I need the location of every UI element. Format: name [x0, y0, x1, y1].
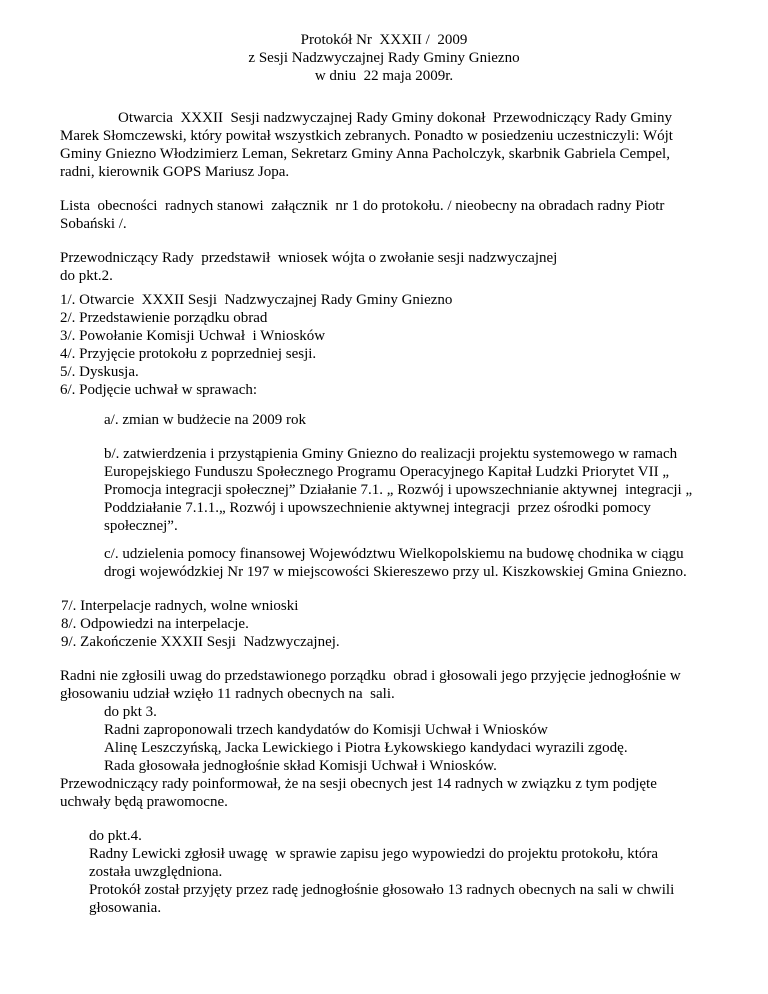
text-line: do pkt 3. [104, 704, 157, 720]
agenda-item: 4/. Przyjęcie protokołu z poprzedniej sesji. [60, 346, 317, 362]
agenda-item: 6/. Podjęcie uchwał w sprawach: [60, 382, 258, 398]
text-line: b/. zatwierdzenia i przystąpienia Gminy Gniezno do realizacji projektu systemowego w ramach [104, 446, 678, 462]
text-line: Radni nie zgłosili uwag do przedstawionego porządku obrad i głosowali jego przyjęcie jednogłośnie w [60, 668, 681, 684]
text-line: uchwały będą prawomocne. [60, 794, 228, 810]
text-line: Sobański /. [60, 216, 127, 232]
document-subtitle: z Sesji Nadzwyczajnej Rady Gminy Gniezno [248, 50, 520, 66]
text-line: Marek Słomczewski, który powitał wszystkich zebranych. Ponadto w posiedzeniu uczestniczyli: Wójt [60, 128, 673, 144]
text-line: Promocja integracji społecznej” Działanie 7.1. „ Rozwój i upowszechnianie aktywnej integracji „ [104, 482, 693, 498]
agenda-item: 8/. Odpowiedzi na interpelacje. [61, 616, 249, 632]
text-line: do pkt.2. [60, 268, 113, 284]
text-line: Alinę Leszczyńską, Jacka Lewickiego i Piotra Łykowskiego kandydaci wyrazili zgodę. [104, 740, 628, 756]
text-line: głosowaniu udział wzięło 11 radnych obecnych na sali. [60, 686, 395, 702]
text-line: Europejskiego Funduszu Społecznego Programu Operacyjnego Kapitał Ludzki Priorytet VII „ [104, 464, 669, 480]
agenda-item: 5/. Dyskusja. [60, 364, 139, 380]
text-line: do pkt.4. [89, 828, 142, 844]
agenda-item: 3/. Powołanie Komisji Uchwał i Wniosków [60, 328, 326, 344]
text-line: Lista obecności radnych stanowi załącznik nr 1 do protokołu. / nieobecny na obradach radny Piotr [60, 198, 665, 214]
text-line: Przewodniczący Rady przedstawił wniosek wójta o zwołanie sesji nadzwyczajnej [60, 250, 558, 266]
text-line: drogi wojewódzkiej Nr 197 w miejscowości Skiereszewo przy ul. Kiszkowskiej Gmina Gniezno. [104, 564, 687, 580]
agenda-item: 2/. Przedstawienie porządku obrad [60, 310, 268, 326]
text-line: społecznej”. [104, 518, 178, 534]
text-line: Otwarcia XXXII Sesji nadzwyczajnej Rady Gminy dokonał Przewodniczący Rady Gminy [118, 110, 673, 126]
agenda-item: 1/. Otwarcie XXXII Sesji Nadzwyczajnej Rady Gminy Gniezno [60, 292, 453, 308]
agenda-item: 7/. Interpelacje radnych, wolne wnioski [61, 598, 299, 614]
text-line: głosowania. [89, 900, 162, 916]
agenda-item: 9/. Zakończenie XXXII Sesji Nadzwyczajnej. [61, 634, 340, 650]
document-title: Protokół Nr XXXII / 2009 [300, 32, 468, 48]
text-line: Radni zaproponowali trzech kandydatów do Komisji Uchwał i Wniosków [104, 722, 548, 738]
text-line: Protokół został przyjęty przez radę jednogłośnie głosowało 13 radnych obecnych na sali w chwili [89, 882, 675, 898]
text-line: Radny Lewicki zgłosił uwagę w sprawie zapisu jego wypowiedzi do projektu protokołu, która [89, 846, 659, 862]
text-line: Rada głosowała jednogłośnie skład Komisji Uchwał i Wniosków. [104, 758, 497, 774]
text-line: c/. udzielenia pomocy finansowej Województwu Wielkopolskiemu na budowę chodnika w ciągu [104, 546, 684, 562]
text-line: a/. zmian w budżecie na 2009 rok [104, 412, 307, 428]
text-line: radni, kierownik GOPS Mariusz Jopa. [60, 164, 290, 180]
text-line: została uwzględniona. [89, 864, 223, 880]
document-date: w dniu 22 maja 2009r. [314, 68, 454, 84]
text-line: Gminy Gniezno Włodzimierz Leman, Sekretarz Gminy Anna Pacholczyk, skarbnik Gabriela Cempel, [60, 146, 670, 162]
text-line: Poddziałanie 7.1.1.„ Rozwój i upowszechnienie aktywnej integracji przez ośrodki pomocy [104, 500, 651, 516]
text-line: Przewodniczący rady poinformował, że na sesji obecnych jest 14 radnych w związku z tym podjęte [60, 776, 657, 792]
